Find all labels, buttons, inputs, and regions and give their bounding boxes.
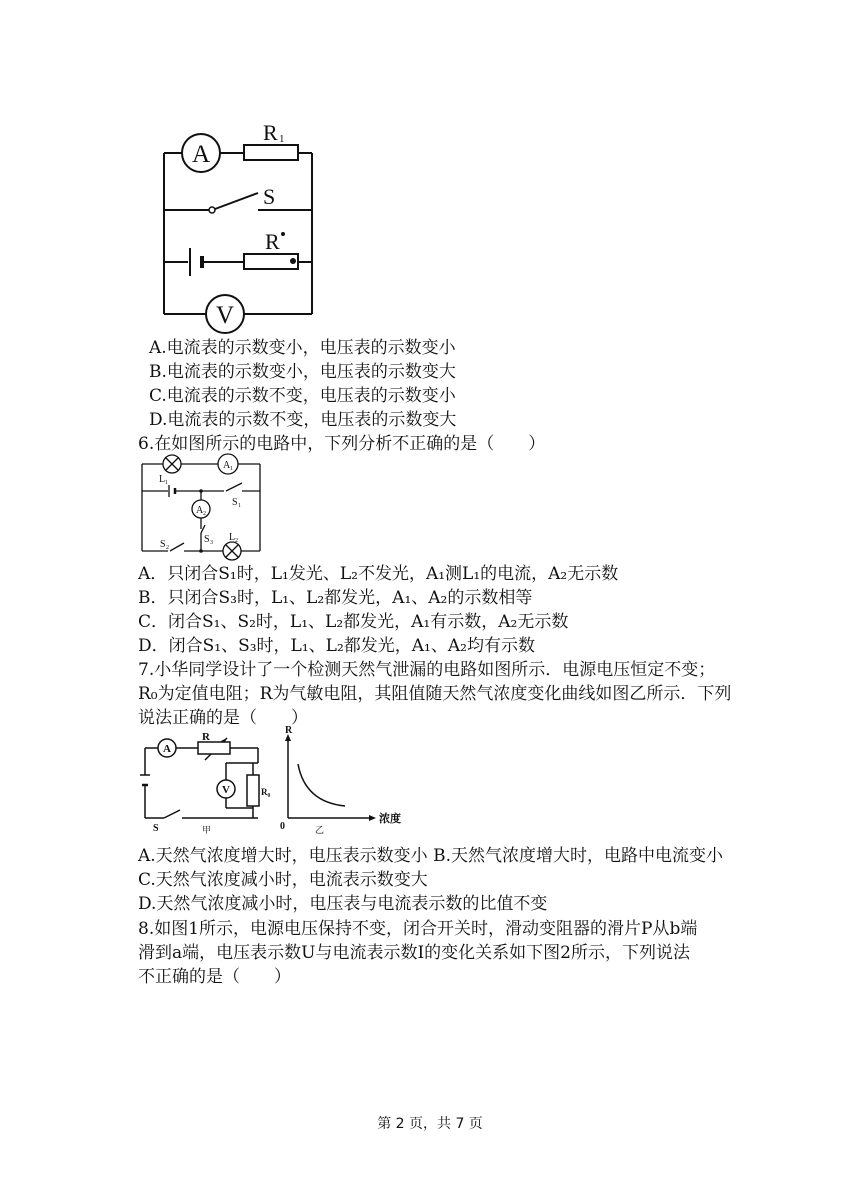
q6-a2-subscript: 2 (203, 511, 206, 517)
q5-option-d: D.电流表的示数不变，电压表的示数变大 (149, 410, 457, 430)
q6-l1-subscript: 1 (165, 480, 168, 486)
q6-a1-label: A (223, 460, 231, 471)
q6-l1-label: L (159, 474, 166, 485)
q6-stem: 6.在如图所示的电路中，下列分析不正确的是（ ） (138, 434, 546, 454)
q6-l2-subscript: 2 (235, 538, 238, 544)
q6-option-d: D．闭合S₁、S₃时，L₁、L₂都发光，A₁、A₂均有示数 (138, 636, 535, 656)
q8-stem-line-3: 不正确的是（ ） (138, 967, 291, 987)
q6-a2-label: A (196, 505, 204, 516)
q5-ammeter-label: A (191, 141, 211, 168)
q5-r2-label: R (265, 229, 280, 254)
q6-option-b: B．只闭合S₃时，L₁、L₂都发光，A₁、A₂的示数相等 (138, 588, 533, 608)
q7-option-d: D.天然气浓度减小时，电压表与电流表示数的比值不变 (138, 894, 548, 914)
q6-s1-label: S (232, 497, 238, 508)
q5-option-b: B.电流表的示数变小，电压表的示数变大 (149, 362, 456, 382)
q7-figure (140, 725, 410, 840)
q7-stem-line-1: 7.小华同学设计了一个检测天然气泄漏的电路如图所示．电源电压恒定不变； (138, 660, 716, 680)
q6-s2-subscript: 2 (166, 545, 169, 551)
q5-r1-label: R (263, 120, 278, 145)
q7-r0-label: R₀ (261, 787, 271, 797)
q7-graph-x-axis-label: 浓度 (379, 813, 401, 825)
q6-option-a: A．只闭合S₁时，L₁发光、L₂不发光，A₁测L₁的电流，A₂无示数 (138, 564, 619, 584)
q7-stem-line-2: R₀为定值电阻；R为气敏电阻，其阻值随天然气浓度变化曲线如图乙所示．下列 (138, 684, 732, 704)
q7-option-ab: A.天然气浓度增大时，电压表示数变小 B.天然气浓度增大时，电路中电流变小 (138, 846, 723, 866)
q7-figure-jia-label: 甲 (202, 825, 212, 835)
q7-stem-line-3: 说法正确的是（ ） (138, 708, 308, 728)
q6-option-c: C．闭合S₁、S₂时，L₁、L₂都发光，A₁有示数，A₂无示数 (138, 612, 569, 632)
q5-option-c: C.电流表的示数不变，电压表的示数变小 (149, 386, 456, 406)
q7-r-label: R (202, 731, 210, 743)
q5-switch-label: S (263, 184, 276, 209)
page-footer: 第 2 页，共 7 页 (377, 1116, 483, 1132)
q7-ammeter-label: A (163, 743, 171, 755)
q6-s2-label: S (160, 539, 166, 550)
q6-a1-subscript: 1 (230, 466, 233, 472)
q6-s1-subscript: 1 (238, 503, 241, 509)
q7-graph-r-axis-label: R (285, 725, 293, 736)
q7-voltmeter-label: V (222, 784, 230, 796)
q6-l2-label: L (229, 532, 236, 543)
q8-stem-line-1: 8.如图1所示，电源电压保持不变，闭合开关时，滑动变阻器的滑片P从b端 (138, 919, 698, 939)
q8-stem-line-2: 滑到a端，电压表示数U与电流表示数I的变化关系如下图2所示，下列说法 (138, 943, 690, 963)
q6-circuit-diagram (140, 455, 265, 565)
q7-figure-yi-label: 乙 (315, 825, 325, 835)
q5-circuit-diagram (155, 115, 325, 335)
q7-switch-label: S (153, 823, 159, 834)
q5-r1-subscript: 1 (279, 133, 285, 145)
q7-graph-origin-label: 0 (280, 821, 285, 832)
q5-voltmeter-label: V (215, 302, 235, 329)
q6-s3-subscript: 3 (210, 540, 213, 546)
q7-option-c: C.天然气浓度减小时，电流表示数变大 (138, 870, 428, 890)
q5-option-a: A.电流表的示数变小，电压表的示数变小 (149, 338, 456, 358)
q6-s3-label: S (204, 534, 210, 545)
